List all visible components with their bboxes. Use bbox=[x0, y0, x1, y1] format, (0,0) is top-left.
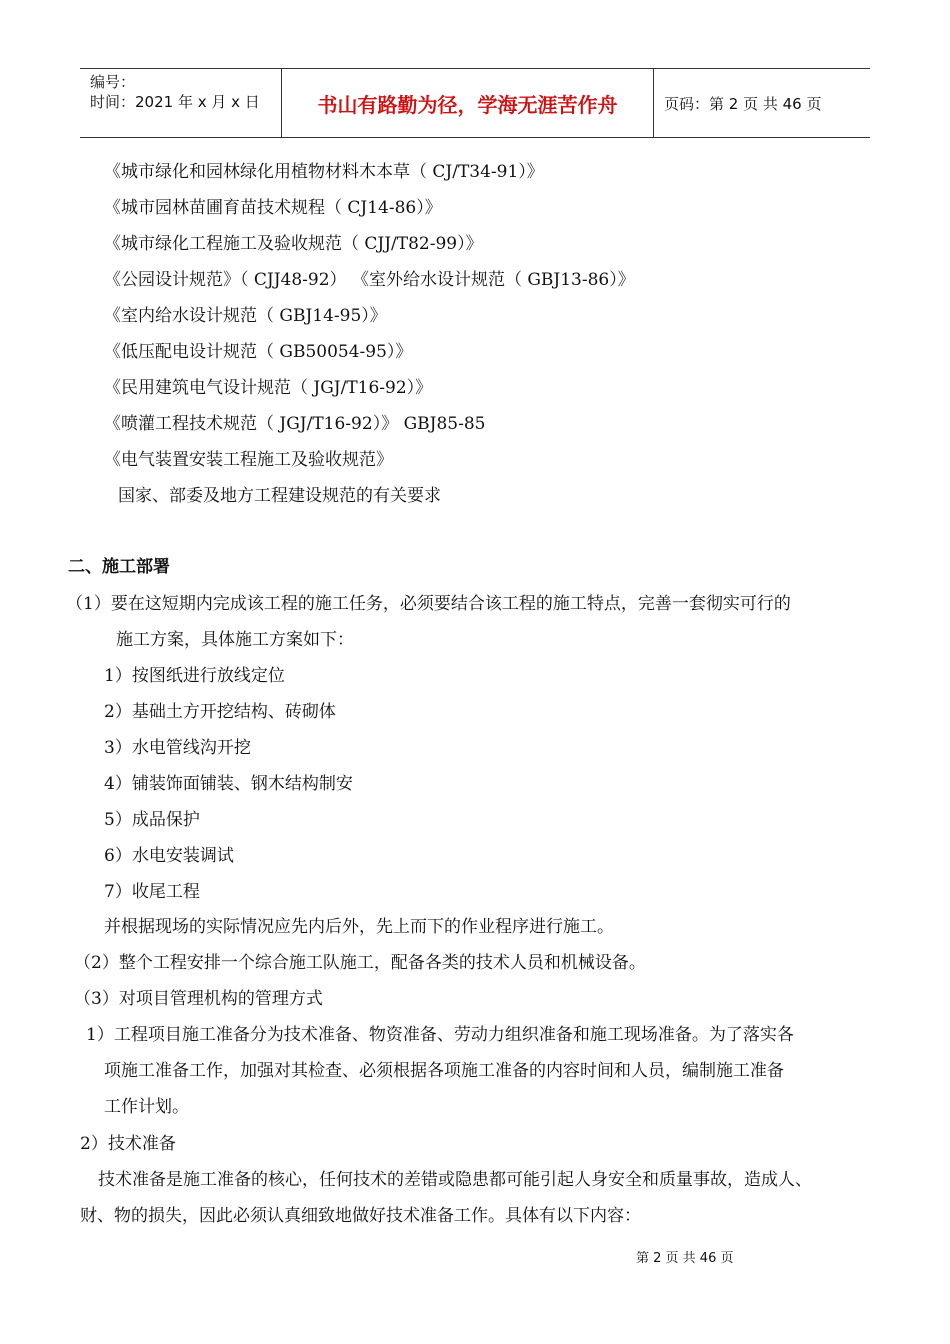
step-item: 6）水电安装调试 bbox=[104, 846, 234, 866]
paragraph-line: （2）整个工程安排一个综合施工队施工，配备各类的技术人员和机械设备。 bbox=[74, 953, 646, 973]
standard-item: 《喷灌工程技术规范（ JGJ/T16-92）》 GBJ85-85 bbox=[104, 414, 486, 434]
step-item: 3）水电管线沟开挖 bbox=[104, 738, 251, 758]
standard-item: 《城市绿化和园林绿化用植物材料木本草（ CJ/T34-91）》 bbox=[104, 162, 544, 182]
page-header bbox=[80, 68, 870, 138]
paragraph-line: 工作计划。 bbox=[104, 1097, 189, 1117]
paragraph-line: 财、物的损失，因此必须认真细致地做好技术准备工作。具体有以下内容： bbox=[80, 1206, 641, 1226]
paragraph-line: 1）工程项目施工准备分为技术准备、物资准备、劳动力组织准备和施工现场准备。为了落实各 bbox=[86, 1025, 794, 1045]
step-item: 2）基础土方开挖结构、砖砌体 bbox=[104, 702, 336, 722]
standard-item: 《电气装置安装工程施工及验收规范》 bbox=[104, 450, 393, 470]
standard-item: 《室内给水设计规范（ GBJ14-95）》 bbox=[104, 306, 387, 326]
subsection-title: 2）技术准备 bbox=[80, 1134, 176, 1154]
document-date: 时间：2021 年 x 月 x 日 bbox=[90, 93, 260, 111]
header-motto: 书山有路勤为径，学海无涯苦作舟 bbox=[282, 69, 654, 137]
document-number-label: 编号： bbox=[90, 73, 136, 91]
header-page-info: 页码：第 2 页 共 46 页 bbox=[664, 94, 822, 113]
paragraph-line: （1）要在这短期内完成该工程的施工任务，必须要结合该工程的施工特点，完善一套彻实可行的 bbox=[66, 594, 791, 614]
standard-item: 《城市绿化工程施工及验收规范（ CJJ/T82-99）》 bbox=[104, 234, 483, 254]
paragraph-line: 技术准备是施工准备的核心，任何技术的差错或隐患都可能引起人身安全和质量事故，造成人、 bbox=[98, 1170, 812, 1190]
step-item: 7）收尾工程 bbox=[104, 882, 200, 902]
standard-item: 《公园设计规范》（ CJJ48-92） 《室外给水设计规范（ GBJ13-86）》 bbox=[104, 270, 635, 290]
steps-note: 并根据现场的实际情况应先内后外，先上而下的作业程序进行施工。 bbox=[104, 917, 614, 937]
section-title: 二、施工部署 bbox=[68, 557, 170, 577]
page-footer: 第 2 页 共 46 页 bbox=[636, 1251, 734, 1266]
step-item: 5）成品保护 bbox=[104, 810, 200, 830]
standard-item: 《民用建筑电气设计规范（ JGJ/T16-92）》 bbox=[104, 378, 433, 398]
paragraph-line: 施工方案，具体施工方案如下： bbox=[116, 630, 354, 650]
paragraph-line: 项施工准备工作，加强对其检查、必须根据各项施工准备的内容时间和人员，编制施工准备 bbox=[104, 1061, 784, 1081]
step-item: 4）铺装饰面铺装、钢木结构制安 bbox=[104, 774, 353, 794]
standard-item: 国家、部委及地方工程建设规范的有关要求 bbox=[118, 486, 441, 506]
standard-item: 《低压配电设计规范（ GB50054-95）》 bbox=[104, 342, 413, 362]
paragraph-line: （3）对项目管理机构的管理方式 bbox=[74, 989, 323, 1009]
standard-item: 《城市园林苗圃育苗技术规程（ CJ14-86）》 bbox=[104, 198, 442, 218]
header-meta bbox=[80, 69, 282, 137]
step-item: 1）按图纸进行放线定位 bbox=[104, 666, 285, 686]
